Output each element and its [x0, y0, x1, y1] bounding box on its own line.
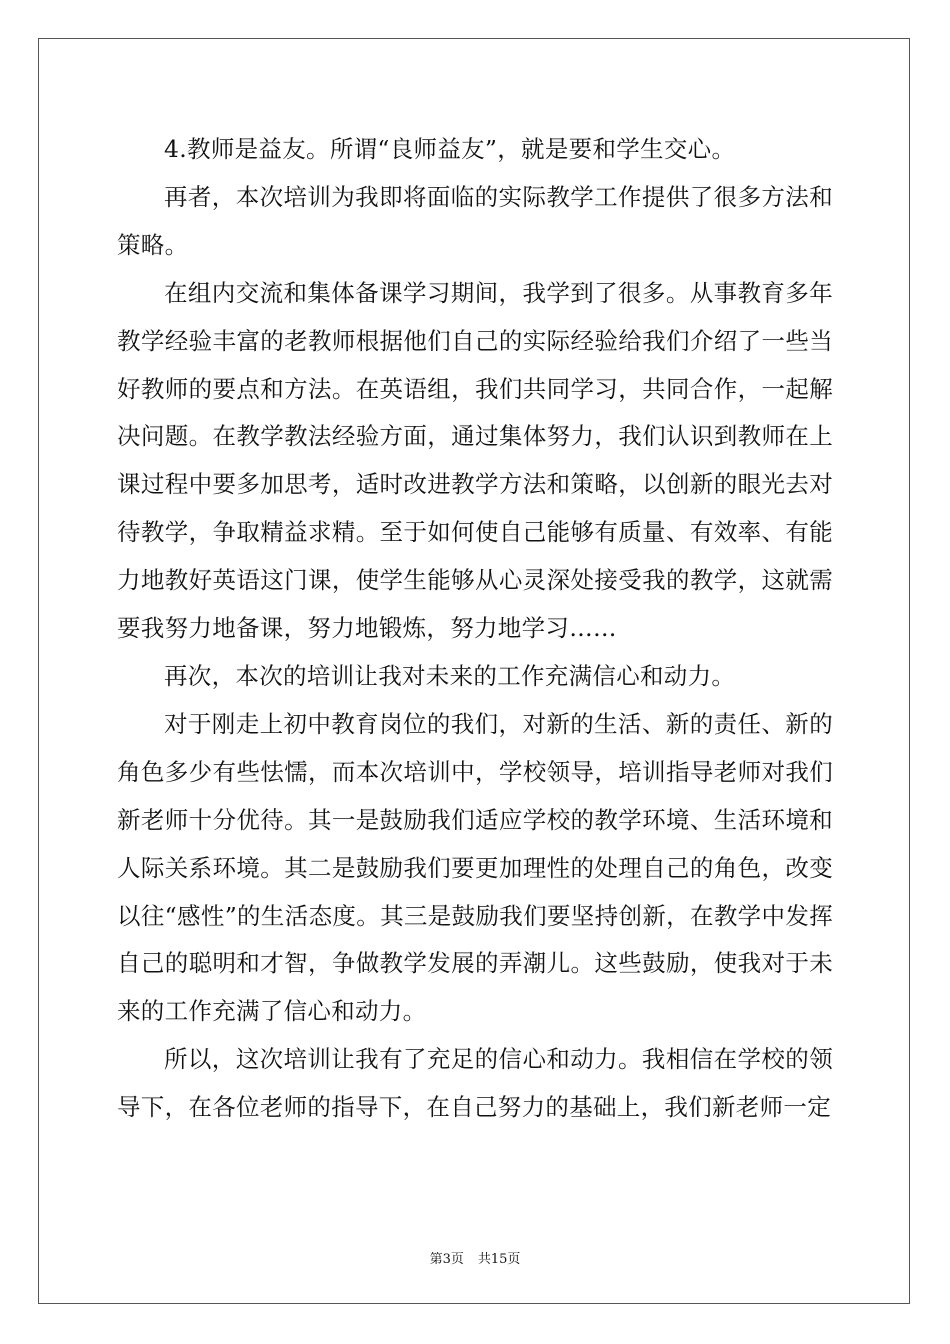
- paragraph-2: 再者，本次培训为我即将面临的实际教学工作提供了很多方法和策略。: [117, 182, 833, 259]
- document-body: [117, 126, 833, 1132]
- paragraph-3: 在组内交流和集体备课学习期间，我学到了很多。从事教育多年教学经验丰富的老教师根据他们自己的实际经验给我们介绍了一些当好教师的要点和方法。在英语组，我们共同学习，共同合作，一起解决问题。在教学教法经验方面，通过集体努力，我们认识到教师在上课过程中要多加思考，适时改进教学方法和策略，以创新的眼光去对待教学，争取精益求精。至于如何使自己能够有质量、有效率、有能力地教好英语这门课，使学生能够从心灵深处接受我的教学，这就需要我努力地备课，努力地锻炼，努力地学习……: [117, 278, 833, 643]
- page-number: 第3页: [429, 1252, 464, 1267]
- page-total: 共15页: [477, 1252, 521, 1267]
- page-footer: [0, 1248, 950, 1267]
- paragraph-4: 再次，本次的培训让我对未来的工作充满信心和动力。: [164, 661, 736, 690]
- paragraph-6: 所以，这次培训让我有了充足的信心和动力。我相信在学校的领导下，在各位老师的指导下，在自己努力的基础上，我们新老师一定: [117, 1045, 833, 1122]
- paragraph-1: 4.教师是益友。所谓“良师益友”，就是要和学生交心。: [164, 135, 736, 163]
- paragraph-5: 对于刚走上初中教育岗位的我们，对新的生活、新的责任、新的角色多少有些怯懦，而本次培训中，学校领导，培训指导老师对我们新老师十分优待。其一是鼓励我们适应学校的教学环境、生活环境和人际关系环境。其二是鼓励我们要更加理性的处理自己的角色，改变以往“感性”的生活态度。其三是鼓励我们要坚持创新，在教学中发挥自己的聪明和才智，争做教学发展的弄潮儿。这些鼓励，使我对于未来的工作充满了信心和动力。: [117, 709, 833, 1026]
